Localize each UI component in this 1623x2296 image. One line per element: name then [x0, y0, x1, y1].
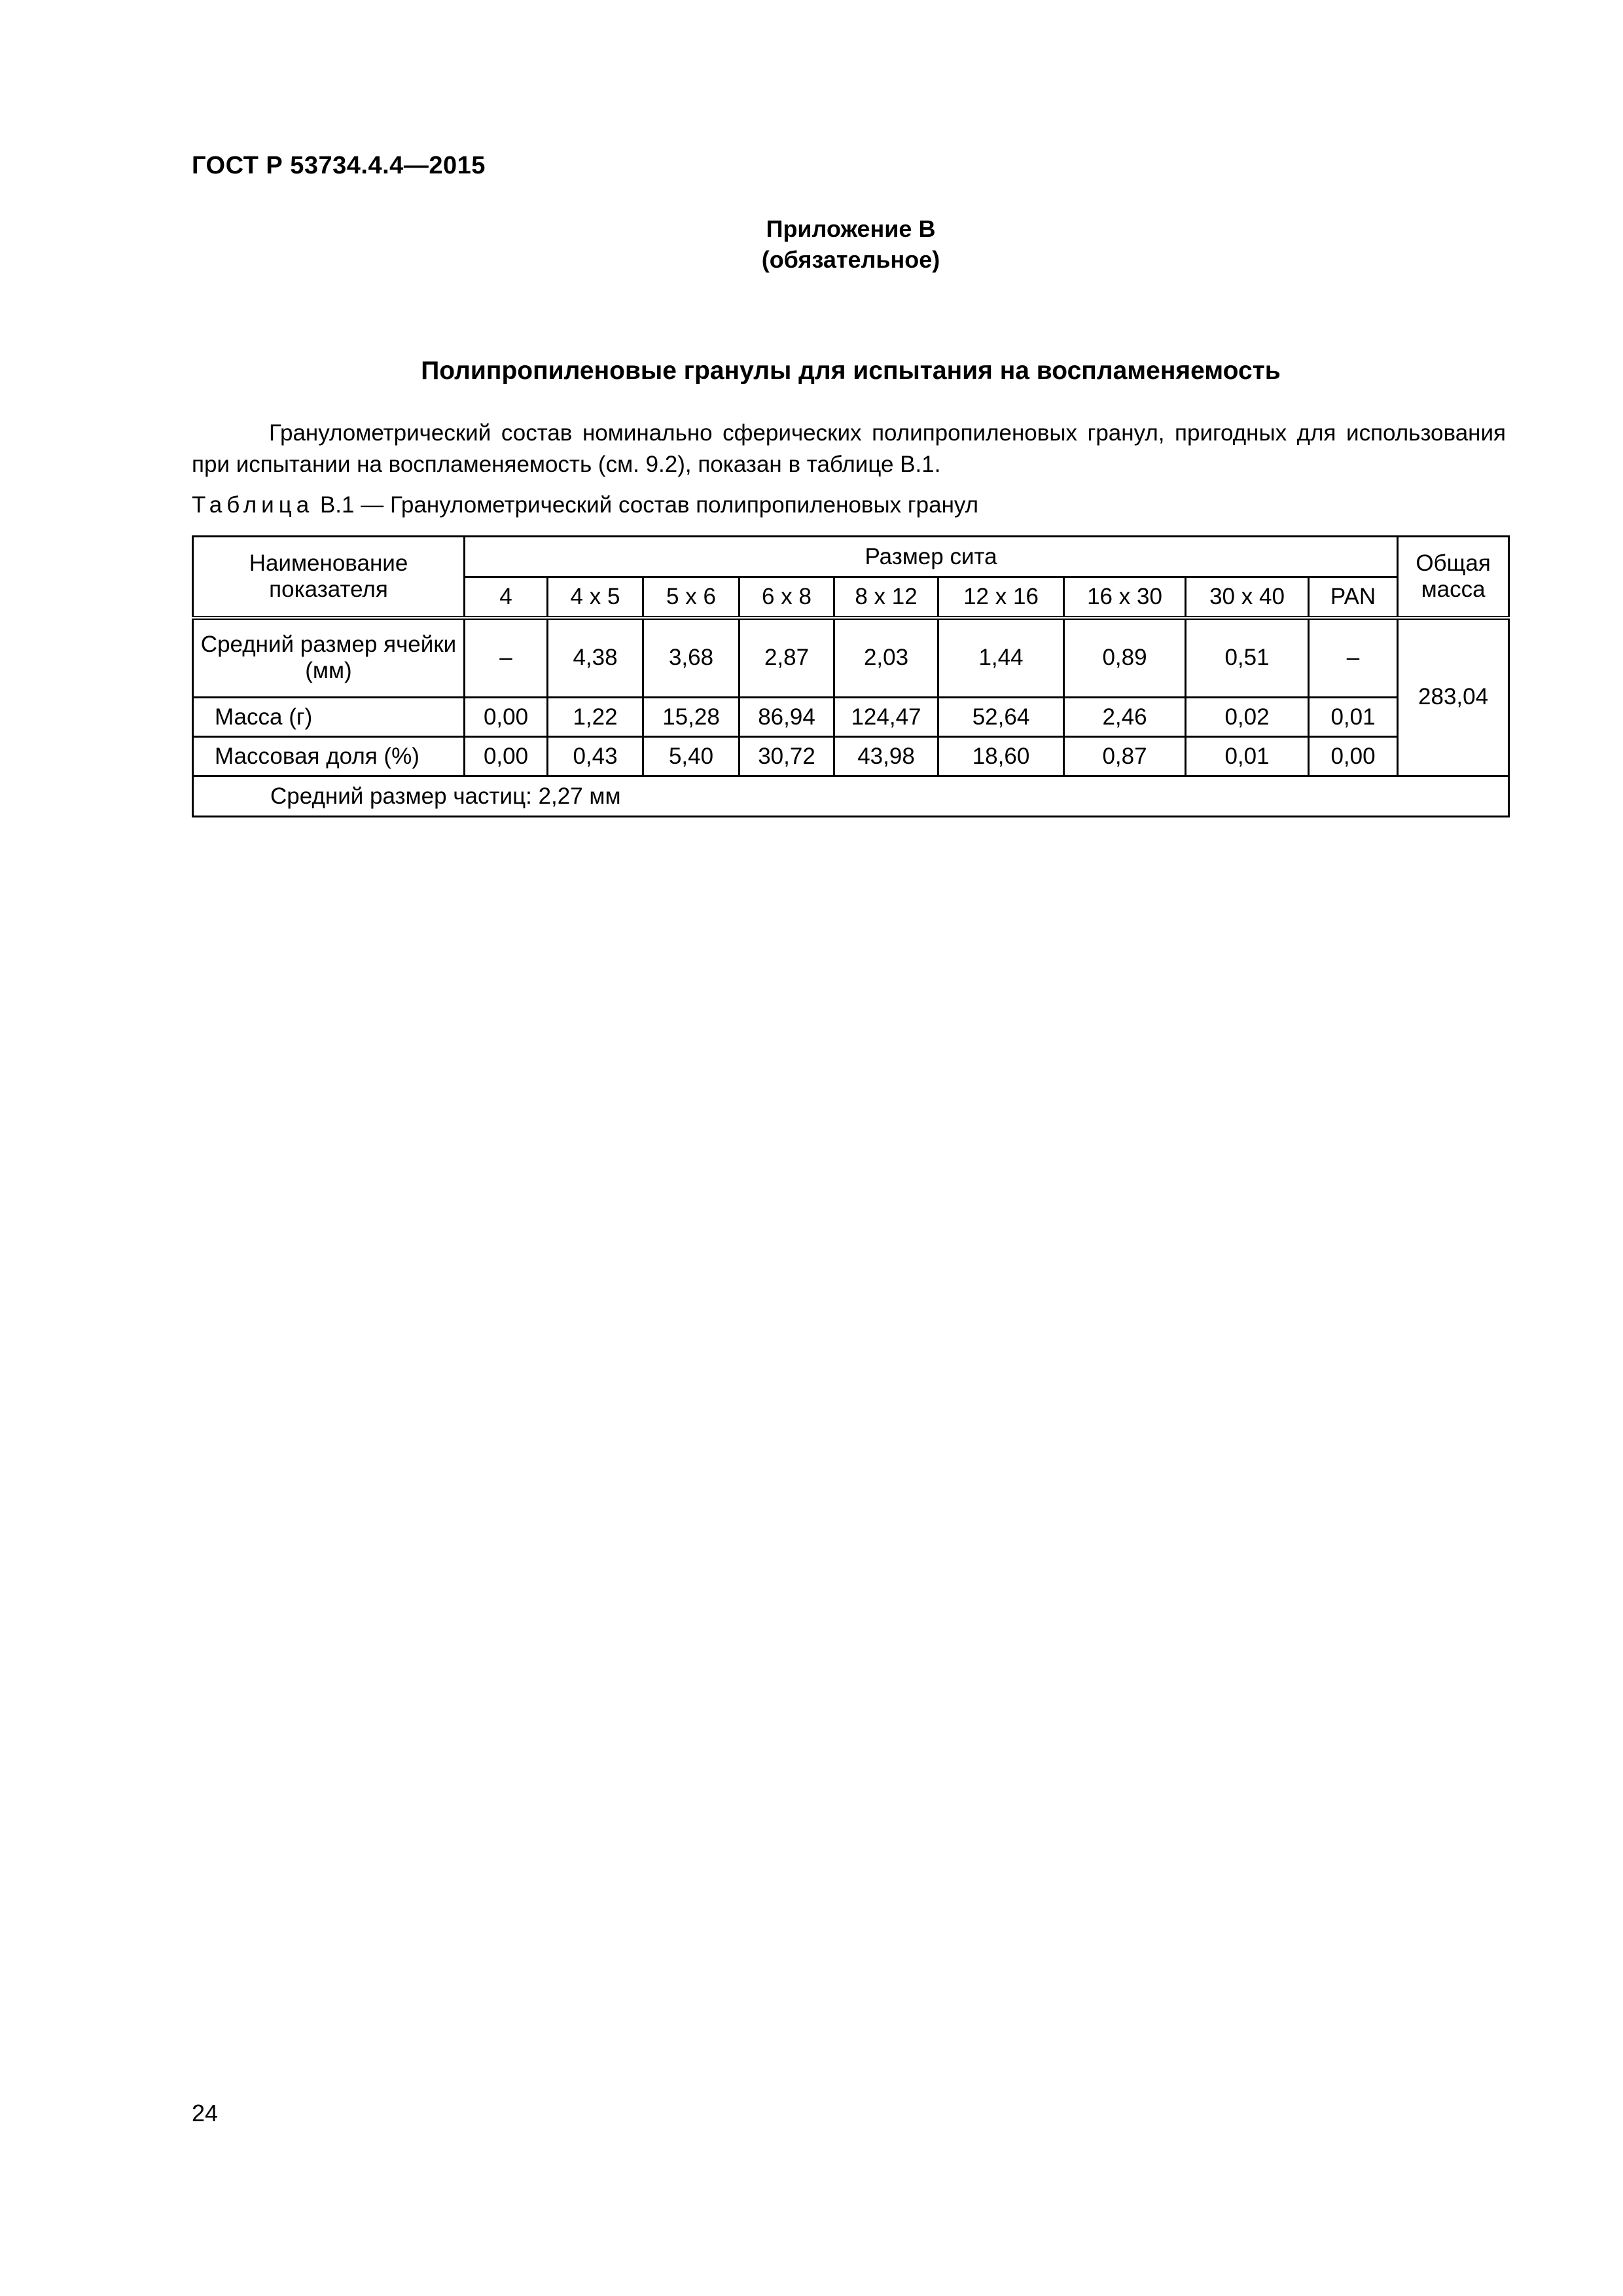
table-cell: 0,89 — [1064, 618, 1186, 698]
sieve-size-cell: 5 х 6 — [643, 577, 740, 618]
row-label: Средний размер ячейки (мм) — [193, 618, 465, 698]
table-cell: 52,64 — [938, 698, 1064, 737]
header-total-mass: Общая масса — [1398, 537, 1509, 618]
sieve-size-cell: 30 х 40 — [1186, 577, 1309, 618]
table-cell: 0,02 — [1186, 698, 1309, 737]
table-cell: 2,03 — [834, 618, 938, 698]
sieve-size-cell: PAN — [1309, 577, 1398, 618]
table-row — [193, 737, 1509, 776]
table-cell: 0,00 — [465, 737, 548, 776]
table-cell: 18,60 — [938, 737, 1064, 776]
table-cell: 5,40 — [643, 737, 740, 776]
sieve-size-cell: 4 х 5 — [548, 577, 643, 618]
sieve-size-cell: 6 х 8 — [740, 577, 834, 618]
sieve-size-cell: 16 х 30 — [1064, 577, 1186, 618]
table-cell: 30,72 — [740, 737, 834, 776]
granulometry-table — [192, 535, 1510, 817]
table-cell: 0,00 — [465, 698, 548, 737]
mean-particle-size: Средний размер частиц: 2,27 мм — [193, 776, 1509, 817]
table-cell: 1,44 — [938, 618, 1064, 698]
appendix-kind: (обязательное) — [761, 246, 940, 273]
table-cell: 0,87 — [1064, 737, 1186, 776]
table-cell: 3,68 — [643, 618, 740, 698]
table-cell: 4,38 — [548, 618, 643, 698]
header-sieve-size: Размер сита — [465, 537, 1398, 577]
standard-code-header: ГОСТ Р 53734.4.4—2015 — [192, 152, 486, 179]
header-indicator: Наименование показателя — [193, 537, 465, 618]
table-cell: 124,47 — [834, 698, 938, 737]
appendix-title: Приложение В — [766, 215, 936, 242]
intro-paragraph: Гранулометрический состав номинально сферических полипропиленовых гранул, пригодных для использования при испытании на воспламеняемость (см. 9.2), показан в таблице В.1. — [192, 420, 1506, 477]
section-title: Полипропиленовые гранулы для испытания на воспламеняемость — [421, 357, 1281, 385]
table-cell: 1,22 — [548, 698, 643, 737]
sieve-size-cell: 8 х 12 — [834, 577, 938, 618]
table-caption-label: Таблица — [192, 492, 314, 518]
table-caption — [192, 492, 978, 518]
table-row — [193, 698, 1509, 737]
table-cell: 0,01 — [1186, 737, 1309, 776]
page-number: 24 — [192, 2100, 219, 2126]
table-cell: 2,87 — [740, 618, 834, 698]
table-cell: 0,01 — [1309, 698, 1398, 737]
table-cell: 2,46 — [1064, 698, 1186, 737]
table-cell: 43,98 — [834, 737, 938, 776]
table-cell: 0,43 — [548, 737, 643, 776]
row-label: Масса (г) — [193, 698, 465, 737]
table-cell: 86,94 — [740, 698, 834, 737]
table-cell: – — [465, 618, 548, 698]
row-label: Массовая доля (%) — [193, 737, 465, 776]
table-footer-row — [193, 776, 1509, 817]
table-cell: 0,00 — [1309, 737, 1398, 776]
table-cell: 0,51 — [1186, 618, 1309, 698]
table-row — [193, 618, 1509, 698]
table-cell: – — [1309, 618, 1398, 698]
sieve-size-cell: 4 — [465, 577, 548, 618]
total-mass-cell: 283,04 — [1398, 618, 1509, 776]
sieve-size-cell: 12 х 16 — [938, 577, 1064, 618]
table-cell: 15,28 — [643, 698, 740, 737]
table-caption-text: В.1 — Гранулометрический состав полипропиленовых гранул — [313, 492, 979, 518]
